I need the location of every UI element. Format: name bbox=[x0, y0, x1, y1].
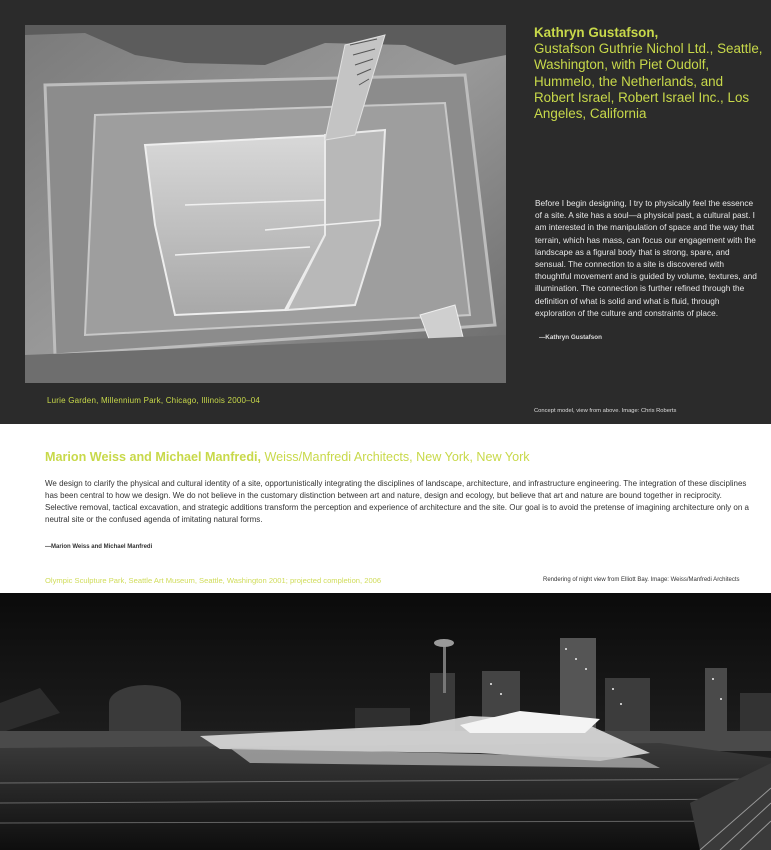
olympic-sculpture-park-caption: Olympic Sculpture Park, Seattle Art Museum, Seattle, Washington 2001; projected completion, 2006 bbox=[45, 576, 382, 585]
weiss-manfredi-attribution: —Marion Weiss and Michael Manfredi bbox=[45, 544, 153, 550]
gustafson-heading-firms: Gustafson Guthrie Nichol Ltd., Seattle, Washington, with Piet Oudolf, Hummelo, the Netherlands, and Robert Israel, Robert Israel Inc., Los Angeles, California bbox=[534, 41, 763, 122]
gustafson-statement: Before I begin designing, I try to physically feel the essence of a site. A site has a soul—a physical past, a cultural past. I am interested in the manipulation of space and the way that terrain, which has mass, can focus our engagement with the landscape as a figural body that is strong, spare, and sensual. The connection to a site is discovered with thoughtful movement and is guided by volume, textures, and illumination. The connection is further refined through the definition of what is solid and what is fluid, through exploration of the culture and constraints of place. bbox=[535, 198, 757, 318]
gustafson-heading-name: Kathryn Gustafson, bbox=[534, 25, 659, 40]
lurie-garden-caption: Lurie Garden, Millennium Park, Chicago, Illinois 2000–04 bbox=[47, 396, 261, 405]
concept-model-photo bbox=[25, 25, 506, 383]
weiss-manfredi-firm: Weiss/Manfredi Architects, New York, New York bbox=[261, 450, 530, 464]
concept-model-credit: Concept model, view from above. Image: Chris Roberts bbox=[534, 408, 677, 414]
gustafson-heading bbox=[534, 25, 764, 122]
gustafson-attribution: —Kathryn Gustafson bbox=[539, 334, 602, 341]
weiss-manfredi-names: Marion Weiss and Michael Manfredi, bbox=[45, 450, 262, 464]
night-rendering-credit: Rendering of night view from Elliott Bay. Image: Weiss/Manfredi Architects bbox=[543, 577, 740, 583]
night-rendering-photo bbox=[0, 593, 771, 850]
weiss-manfredi-statement: We design to clarify the physical and cultural identity of a site, opportunistically integrating the disciplines of landscape, architecture, and infrastructure engineering. The integration of these disciplines has been central to how we design. We do not believe in the customary distinction between art and nature, design and ecology, but believe that art and nature are bound together in reciprocity. Selective removal, tactical excavation, and strategic additions transform the perception and experience of architecture and the site. Our goal is to avoid the pretense of imagining architecture only on a neutral site or the confused agenda of imitating natural forms. bbox=[45, 479, 749, 525]
gustafson-section bbox=[0, 0, 771, 424]
weiss-manfredi-heading bbox=[45, 450, 530, 464]
